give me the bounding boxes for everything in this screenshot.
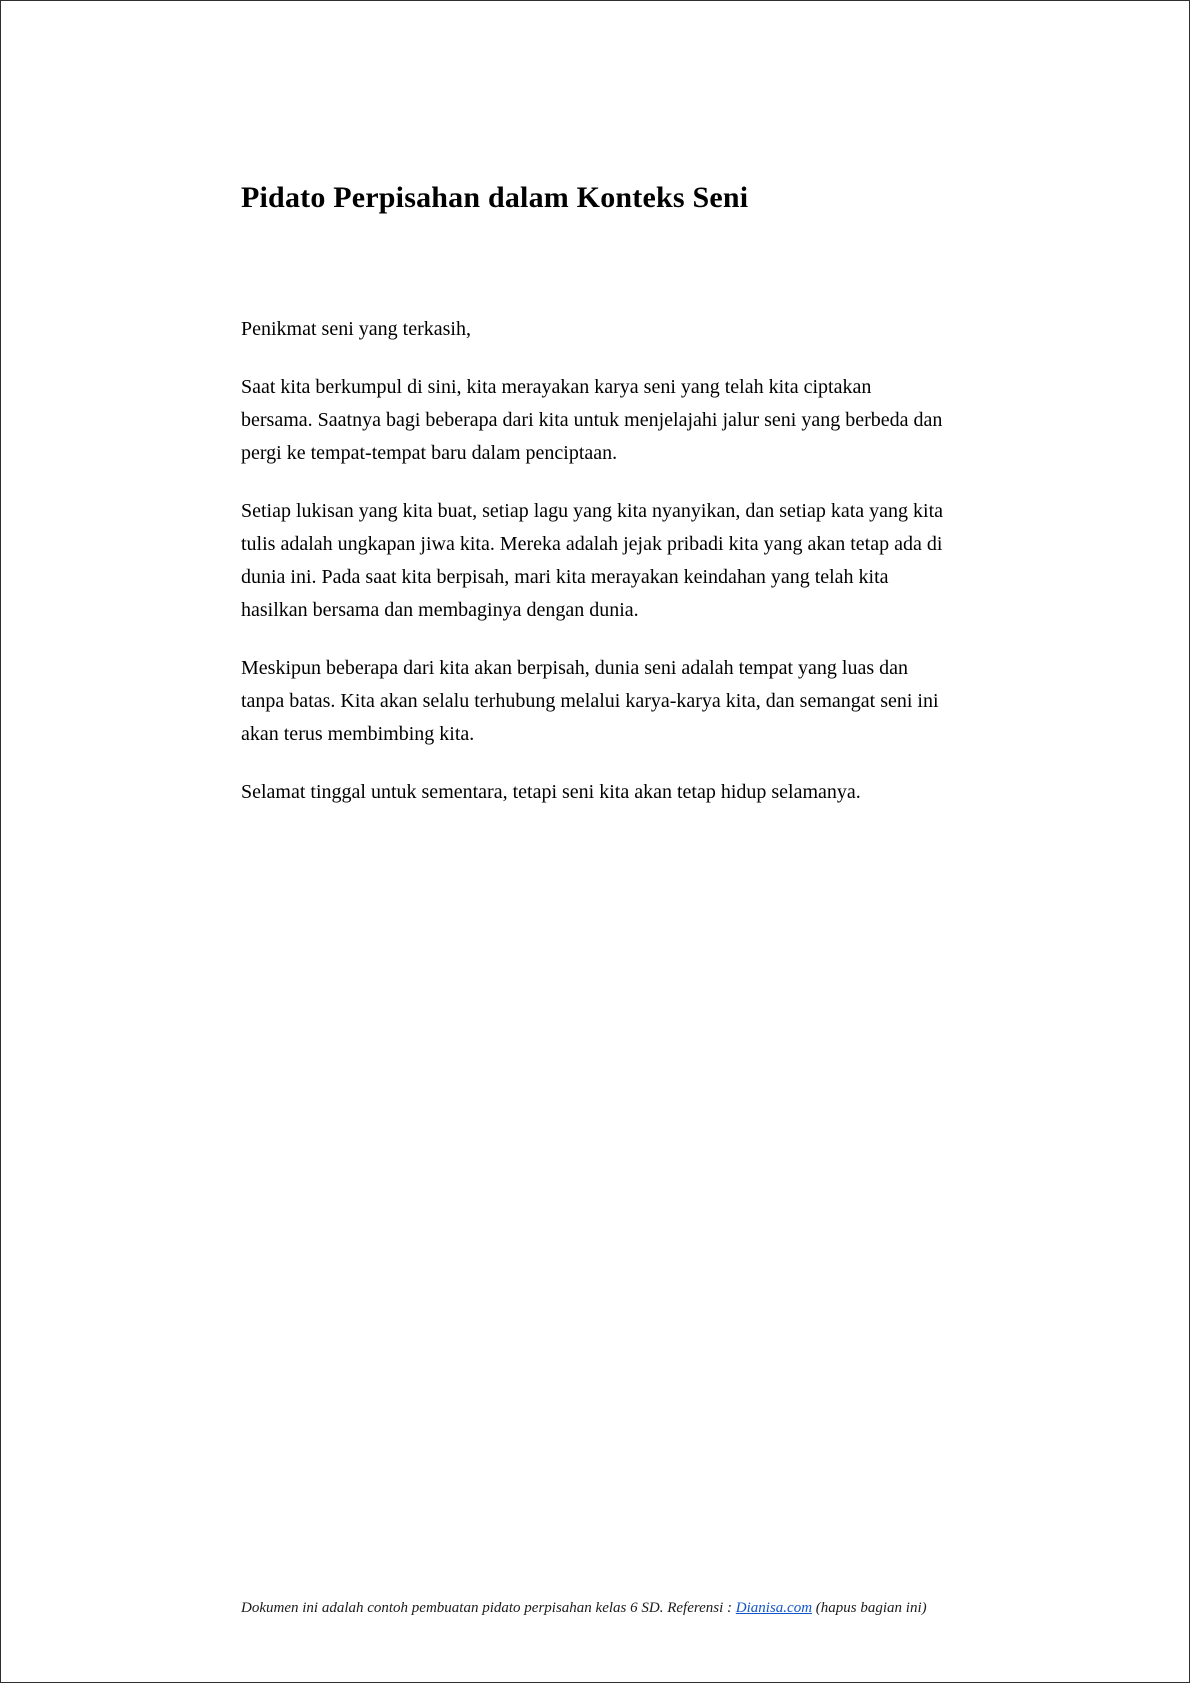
paragraph-closing: Selamat tinggal untuk sementara, tetapi seni kita akan tetap hidup selamanya. (241, 781, 861, 803)
paragraph: Saat kita berkumpul di sini, kita merayakan karya seni yang telah kita ciptakan bersama. Saatnya bagi beberapa dari kita untuk menjelajahi jalur seni yang berbeda dan pergi ke tempat-tempat baru dalam penciptaan. (241, 376, 943, 464)
paragraph-salutation: Penikmat seni yang terkasih, (241, 318, 471, 340)
document-body (241, 179, 947, 834)
paragraph: Meskipun beberapa dari kita akan berpisah, dunia seni adalah tempat yang luas dan tanpa batas. Kita akan selalu terhubung melalui karya-karya kita, dan semangat seni ini akan terus membimbing kita. (241, 657, 939, 745)
dianisa-link[interactable]: Dianisa.com (735, 1600, 813, 1616)
footer-note (241, 1598, 1001, 1618)
footer-note-suffix: (hapus bagian ini) (812, 1600, 927, 1616)
paragraph: Setiap lukisan yang kita buat, setiap lagu yang kita nyanyikan, dan setiap kata yang kita tulis adalah ungkapan jiwa kita. Mereka adalah jejak pribadi kita yang akan tetap ada di dunia ini. Pada saat kita berpisah, mari kita merayakan keindahan yang telah kita hasilkan bersama dan membaginya dengan dunia. (241, 500, 944, 621)
footer-note-prefix: Dokumen ini adalah contoh pembuatan pidato perpisahan kelas 6 SD. Referensi : (241, 1600, 736, 1616)
page-title: Pidato Perpisahan dalam Konteks Seni (241, 181, 749, 214)
